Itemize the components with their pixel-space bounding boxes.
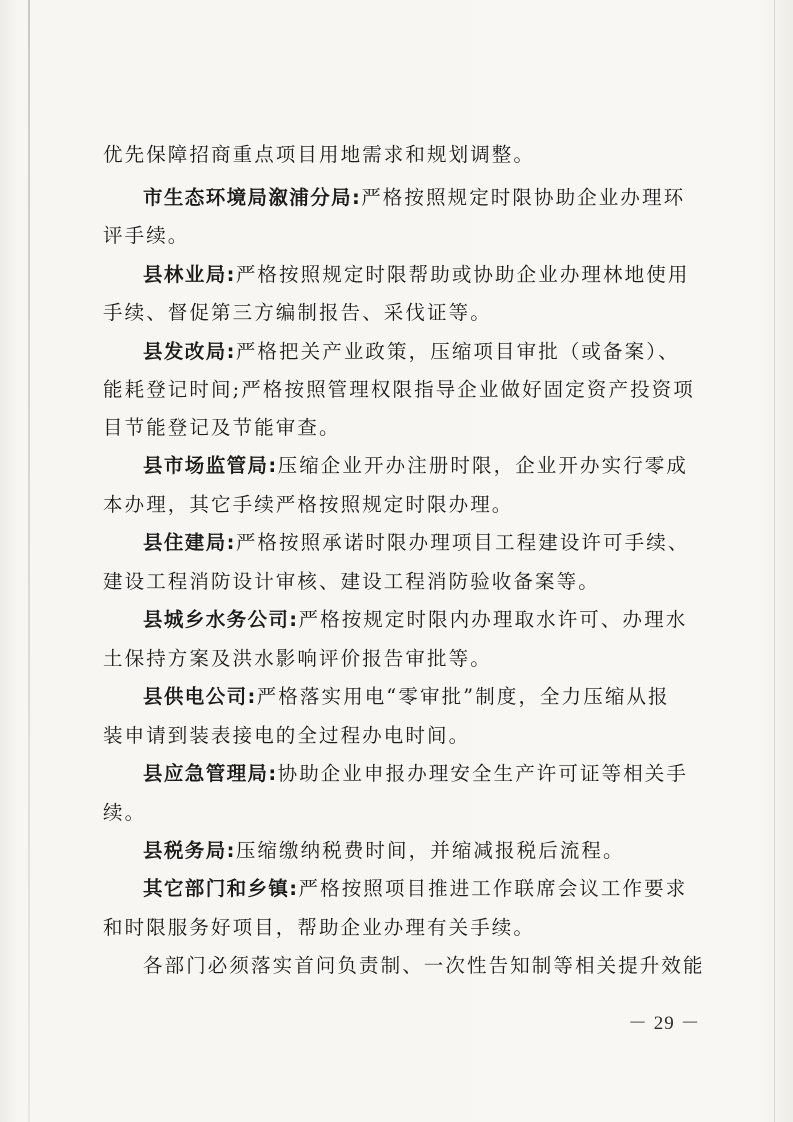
paragraph-first-line: 县发改局:严格把关产业政策，压缩项目审批（或备案）、: [143, 340, 680, 363]
paragraph-first-line: 县林业局:严格按照规定时限帮助或协助企业办理林地使用: [143, 263, 690, 286]
body-text-line: 装申请到装表接电的全过程办电时间。: [103, 724, 471, 747]
paragraph-heading: 县市场监管局:: [143, 454, 278, 477]
paragraph-first-line: 县住建局:严格按照承诺时限办理项目工程建设许可手续、: [143, 531, 690, 554]
body-text-line: 各部门必须落实首问负责制、一次性告知制等相关提升效能: [143, 954, 705, 977]
body-text-line: 能耗登记时间;严格按照管理权限指导企业做好固定资产投资项: [103, 378, 695, 401]
body-text-line: 续。: [103, 801, 147, 824]
scan-edge: [28, 0, 30, 1122]
paragraph-heading: 县住建局:: [143, 531, 236, 554]
paragraph-heading: 县应急管理局:: [143, 762, 278, 785]
body-text-line: 土保持方案及洪水影响评价报告审批等。: [103, 647, 492, 670]
paragraph-heading: 县林业局:: [143, 263, 236, 286]
body-text-line: 优先保障招商重点项目用地需求和规划调整。: [103, 143, 536, 166]
paragraph-first-line: 县税务局:压缩缴纳税费时间，并缩减报税后流程。: [143, 839, 625, 862]
scan-edge: [774, 0, 775, 1122]
body-text-line: 手续、督促第三方编制报告、采伐证等。: [103, 301, 492, 324]
paragraph-heading: 县发改局:: [143, 340, 236, 363]
body-text-line: 建设工程消防设计审核、建设工程消防验收备案等。: [103, 570, 600, 593]
body-text-line: 评手续。: [103, 224, 190, 247]
page-number: － 29 －: [628, 1013, 701, 1034]
paragraph-first-line: 其它部门和乡镇:严格按照项目推进工作联席会议工作要求: [143, 877, 688, 900]
paragraph-first-line: 县应急管理局:协助企业申报办理安全生产许可证等相关手: [143, 762, 689, 785]
body-text-line: 本办理，其它手续严格按照规定时限办理。: [103, 493, 514, 516]
paragraph-heading: 县供电公司:: [143, 685, 257, 708]
paragraph-heading: 县城乡水务公司:: [143, 608, 299, 631]
paragraph-heading: 市生态环境局溆浦分局:: [143, 186, 362, 209]
paragraph-heading: 其它部门和乡镇:: [143, 877, 299, 900]
paragraph-first-line: 县市场监管局:压缩企业开办注册时限，企业开办实行零成: [143, 454, 689, 477]
paragraph-first-line: 县供电公司:严格落实用电“零审批”制度，全力压缩从报: [143, 685, 670, 708]
body-text-line: 和时限服务好项目，帮助企业办理有关手续。: [103, 916, 536, 939]
paragraph-first-line: 县城乡水务公司:严格按规定时限内办理取水许可、办理水: [143, 608, 688, 631]
paragraph-heading: 县税务局:: [143, 839, 236, 862]
body-text-line: 目节能登记及节能审查。: [103, 416, 341, 439]
paragraph-first-line: 市生态环境局溆浦分局:严格按照规定时限协助企业办理环: [143, 186, 686, 209]
